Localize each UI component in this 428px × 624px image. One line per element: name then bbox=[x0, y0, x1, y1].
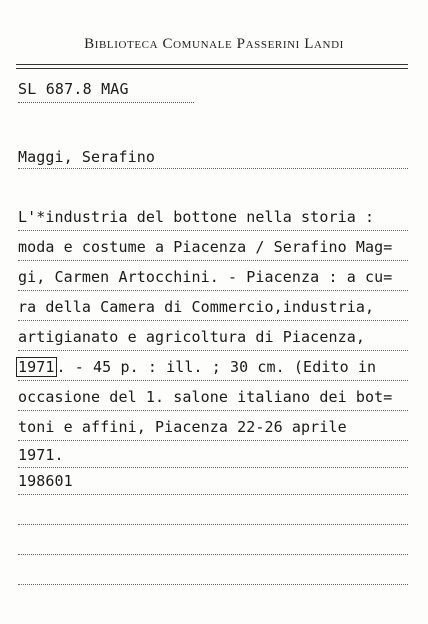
dotted-line bbox=[18, 350, 408, 351]
library-header: Biblioteca Comunale Passerini Landi bbox=[84, 36, 344, 52]
header-rule-bottom bbox=[16, 68, 408, 69]
dotted-line bbox=[18, 290, 408, 291]
author-heading: Maggi, Serafino bbox=[18, 148, 155, 166]
empty-dotted-line bbox=[18, 584, 408, 585]
call-number-underline bbox=[18, 102, 194, 103]
dotted-line bbox=[18, 467, 408, 468]
description-line: L'*industria del bottone nella storia : bbox=[18, 208, 375, 226]
call-number: SL 687.8 MAG bbox=[18, 80, 129, 98]
year-line-rest: . - 45 p. : ill. ; 30 cm. (Edito in bbox=[56, 358, 377, 376]
dotted-line bbox=[18, 230, 408, 231]
dotted-line bbox=[18, 320, 408, 321]
description-line: artigianato e agricoltura di Piacenza, bbox=[18, 328, 365, 346]
description-line: moda e costume a Piacenza / Serafino Mag= bbox=[18, 238, 393, 256]
dotted-line bbox=[18, 494, 408, 495]
author-dotted-line bbox=[18, 168, 408, 169]
dotted-line bbox=[18, 260, 408, 261]
dotted-line bbox=[18, 440, 408, 441]
dotted-line bbox=[18, 410, 408, 411]
description-line: gi, Carmen Artocchini. - Piacenza : a cu= bbox=[18, 268, 393, 286]
year-line bbox=[18, 358, 376, 376]
empty-dotted-line bbox=[18, 524, 408, 525]
boxed-year: 1971 bbox=[18, 358, 55, 376]
record-id: 198601 bbox=[18, 472, 73, 490]
description-line: ra della Camera di Commercio,industria, bbox=[18, 298, 375, 316]
description-line: 1971. bbox=[18, 446, 64, 464]
description-line: occasione del 1. salone italiano dei bot= bbox=[18, 388, 393, 406]
header-rule-top bbox=[16, 64, 408, 65]
description-line: toni e affini, Piacenza 22-26 aprile bbox=[18, 418, 347, 436]
empty-dotted-line bbox=[18, 554, 408, 555]
dotted-line bbox=[18, 380, 408, 381]
